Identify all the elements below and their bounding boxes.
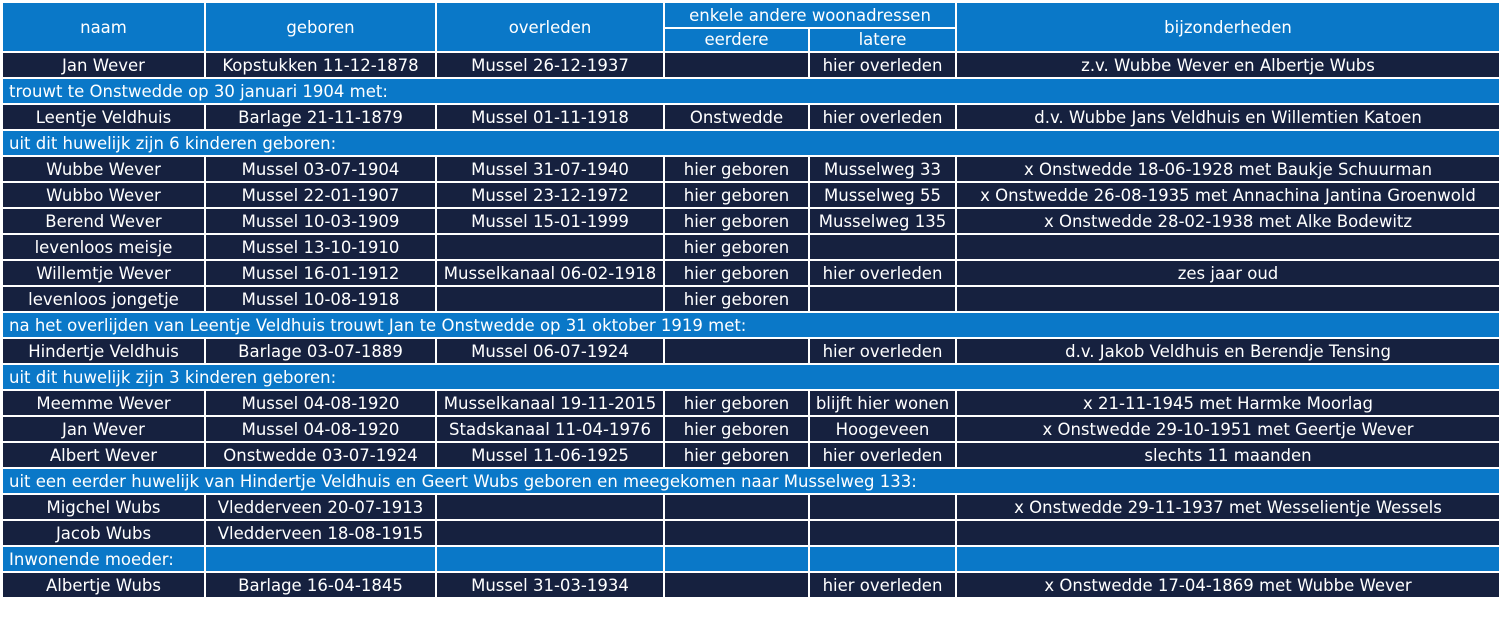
note-empty-cell: [436, 546, 664, 572]
cell-naam: Jan Wever: [2, 52, 205, 78]
cell-overleden: [436, 234, 664, 260]
cell-naam: Leentje Veldhuis: [2, 104, 205, 130]
note-text: na het overlijden van Leentje Veldhuis trouwt Jan te Onstwedde op 31 oktober 1919 met:: [2, 312, 1500, 338]
person-row: [2, 208, 1500, 234]
note-row: [2, 546, 1500, 572]
cell-bijzonderheden: [956, 286, 1500, 312]
col-header-eerdere: eerdere: [664, 28, 809, 52]
cell-latere: hier overleden: [809, 52, 956, 78]
note-text: uit dit huwelijk zijn 6 kinderen geboren:: [2, 130, 1500, 156]
person-row: [2, 390, 1500, 416]
cell-naam: Meemme Wever: [2, 390, 205, 416]
cell-geboren: Barlage 16-04-1845: [205, 572, 436, 598]
cell-latere: [809, 234, 956, 260]
cell-latere: blijft hier wonen: [809, 390, 956, 416]
cell-bijzonderheden: x Onstwedde 17-04-1869 met Wubbe Wever: [956, 572, 1500, 598]
cell-geboren: Mussel 22-01-1907: [205, 182, 436, 208]
cell-eerdere: Onstwedde: [664, 104, 809, 130]
col-header-woonadressen: enkele andere woonadressen: [664, 2, 956, 28]
cell-naam: Jan Wever: [2, 416, 205, 442]
note-row: [2, 468, 1500, 494]
cell-latere: hier overleden: [809, 338, 956, 364]
cell-eerdere: hier geboren: [664, 442, 809, 468]
person-row: [2, 338, 1500, 364]
note-text: uit dit huwelijk zijn 3 kinderen geboren:: [2, 364, 1500, 390]
cell-eerdere: [664, 494, 809, 520]
person-row: [2, 234, 1500, 260]
cell-naam: Albertje Wubs: [2, 572, 205, 598]
note-row: [2, 78, 1500, 104]
cell-eerdere: [664, 52, 809, 78]
cell-overleden: Mussel 15-01-1999: [436, 208, 664, 234]
person-row: [2, 520, 1500, 546]
cell-naam: Albert Wever: [2, 442, 205, 468]
cell-latere: hier overleden: [809, 442, 956, 468]
cell-bijzonderheden: slechts 11 maanden: [956, 442, 1500, 468]
cell-latere: [809, 494, 956, 520]
note-text: trouwt te Onstwedde op 30 januari 1904 met:: [2, 78, 1500, 104]
cell-geboren: Barlage 03-07-1889: [205, 338, 436, 364]
note-empty-cell: [809, 546, 956, 572]
person-row: [2, 52, 1500, 78]
cell-eerdere: hier geboren: [664, 156, 809, 182]
cell-bijzonderheden: x Onstwedde 29-10-1951 met Geertje Wever: [956, 416, 1500, 442]
col-header-overleden: overleden: [436, 2, 664, 52]
note-empty-cell: [956, 546, 1500, 572]
note-text: uit een eerder huwelijk van Hindertje Veldhuis en Geert Wubs geboren en meegekomen naar Musselweg 133:: [2, 468, 1500, 494]
cell-overleden: Mussel 11-06-1925: [436, 442, 664, 468]
cell-latere: hier overleden: [809, 260, 956, 286]
cell-overleden: Mussel 26-12-1937: [436, 52, 664, 78]
cell-bijzonderheden: d.v. Jakob Veldhuis en Berendje Tensing: [956, 338, 1500, 364]
cell-bijzonderheden: x Onstwedde 26-08-1935 met Annachina Jantina Groenwold: [956, 182, 1500, 208]
cell-bijzonderheden: [956, 234, 1500, 260]
cell-eerdere: hier geboren: [664, 208, 809, 234]
cell-latere: [809, 520, 956, 546]
cell-geboren: Onstwedde 03-07-1924: [205, 442, 436, 468]
cell-overleden: Mussel 01-11-1918: [436, 104, 664, 130]
cell-overleden: Mussel 06-07-1924: [436, 338, 664, 364]
cell-eerdere: hier geboren: [664, 182, 809, 208]
cell-latere: Hoogeveen: [809, 416, 956, 442]
col-header-geboren: geboren: [205, 2, 436, 52]
cell-bijzonderheden: x Onstwedde 28-02-1938 met Alke Bodewitz: [956, 208, 1500, 234]
person-row: [2, 572, 1500, 598]
person-row: [2, 286, 1500, 312]
cell-overleden: Mussel 31-07-1940: [436, 156, 664, 182]
col-header-naam: naam: [2, 2, 205, 52]
cell-naam: Willemtje Wever: [2, 260, 205, 286]
note-row: [2, 364, 1500, 390]
table-body: [2, 52, 1500, 598]
person-row: [2, 104, 1500, 130]
cell-overleden: Musselkanaal 06-02-1918: [436, 260, 664, 286]
cell-overleden: [436, 286, 664, 312]
person-row: [2, 156, 1500, 182]
cell-geboren: Mussel 04-08-1920: [205, 390, 436, 416]
cell-overleden: Mussel 31-03-1934: [436, 572, 664, 598]
cell-eerdere: hier geboren: [664, 234, 809, 260]
person-row: [2, 416, 1500, 442]
cell-geboren: Mussel 10-03-1909: [205, 208, 436, 234]
cell-geboren: Mussel 16-01-1912: [205, 260, 436, 286]
cell-naam: Berend Wever: [2, 208, 205, 234]
cell-eerdere: hier geboren: [664, 286, 809, 312]
cell-bijzonderheden: z.v. Wubbe Wever en Albertje Wubs: [956, 52, 1500, 78]
cell-eerdere: [664, 572, 809, 598]
cell-eerdere: hier geboren: [664, 260, 809, 286]
cell-naam: Jacob Wubs: [2, 520, 205, 546]
person-row: [2, 182, 1500, 208]
cell-bijzonderheden: zes jaar oud: [956, 260, 1500, 286]
cell-geboren: Mussel 10-08-1918: [205, 286, 436, 312]
cell-bijzonderheden: [956, 520, 1500, 546]
cell-eerdere: [664, 338, 809, 364]
cell-naam: Wubbo Wever: [2, 182, 205, 208]
note-empty-cell: [205, 546, 436, 572]
cell-latere: hier overleden: [809, 572, 956, 598]
person-row: [2, 494, 1500, 520]
cell-bijzonderheden: d.v. Wubbe Jans Veldhuis en Willemtien Katoen: [956, 104, 1500, 130]
cell-overleden: Stadskanaal 11-04-1976: [436, 416, 664, 442]
cell-eerdere: [664, 520, 809, 546]
cell-geboren: Mussel 04-08-1920: [205, 416, 436, 442]
person-row: [2, 442, 1500, 468]
col-header-bijzonderheden: bijzonderheden: [956, 2, 1500, 52]
note-empty-cell: [664, 546, 809, 572]
cell-geboren: Vledderveen 18-08-1915: [205, 520, 436, 546]
cell-eerdere: hier geboren: [664, 390, 809, 416]
genealogy-table: [1, 1, 1500, 599]
cell-overleden: [436, 494, 664, 520]
cell-latere: hier overleden: [809, 104, 956, 130]
cell-geboren: Kopstukken 11-12-1878: [205, 52, 436, 78]
cell-bijzonderheden: x Onstwedde 29-11-1937 met Wesselientje Wessels: [956, 494, 1500, 520]
cell-geboren: Vledderveen 20-07-1913: [205, 494, 436, 520]
cell-geboren: Barlage 21-11-1879: [205, 104, 436, 130]
cell-latere: Musselweg 33: [809, 156, 956, 182]
header-row: [2, 2, 1500, 28]
cell-latere: Musselweg 55: [809, 182, 956, 208]
cell-bijzonderheden: x 21-11-1945 met Harmke Moorlag: [956, 390, 1500, 416]
note-row: [2, 130, 1500, 156]
cell-overleden: Mussel 23-12-1972: [436, 182, 664, 208]
cell-geboren: Mussel 13-10-1910: [205, 234, 436, 260]
cell-naam: Wubbe Wever: [2, 156, 205, 182]
cell-naam: levenloos jongetje: [2, 286, 205, 312]
note-row: [2, 312, 1500, 338]
cell-naam: Hindertje Veldhuis: [2, 338, 205, 364]
cell-overleden: Musselkanaal 19-11-2015: [436, 390, 664, 416]
col-header-latere: latere: [809, 28, 956, 52]
cell-overleden: [436, 520, 664, 546]
cell-bijzonderheden: x Onstwedde 18-06-1928 met Baukje Schuurman: [956, 156, 1500, 182]
cell-latere: [809, 286, 956, 312]
cell-naam: levenloos meisje: [2, 234, 205, 260]
cell-geboren: Mussel 03-07-1904: [205, 156, 436, 182]
cell-eerdere: hier geboren: [664, 416, 809, 442]
person-row: [2, 260, 1500, 286]
cell-naam: Migchel Wubs: [2, 494, 205, 520]
note-text: Inwonende moeder:: [2, 546, 205, 572]
cell-latere: Musselweg 135: [809, 208, 956, 234]
